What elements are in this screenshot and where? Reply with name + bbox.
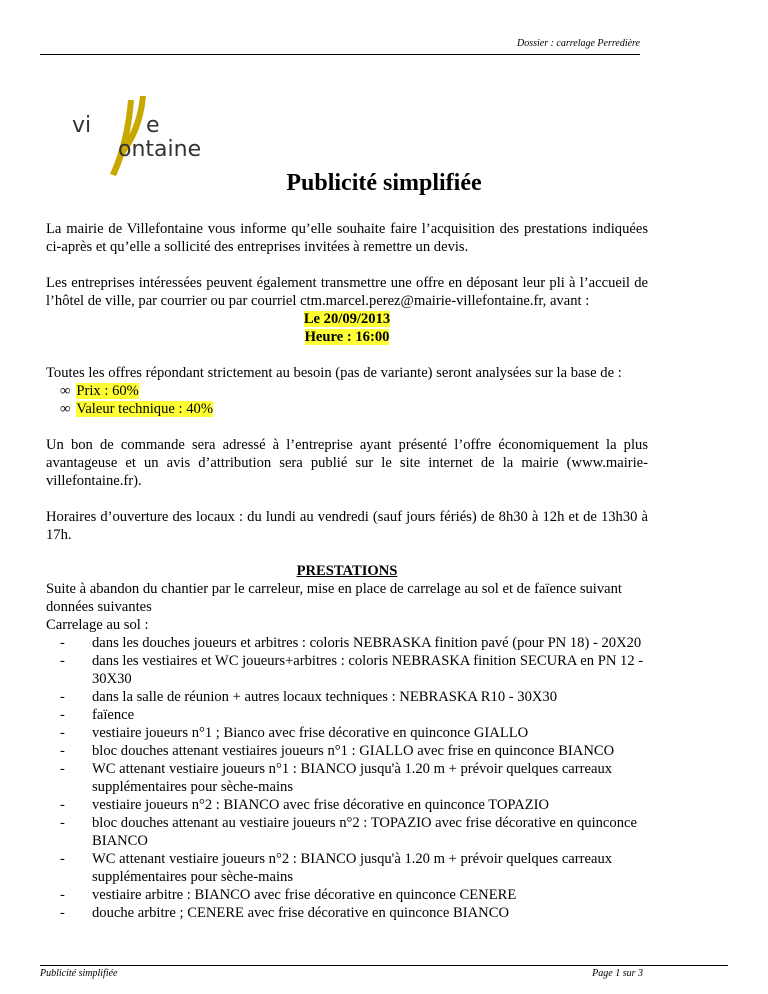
deadline-date: Le 20/09/2013	[303, 311, 391, 327]
footer-rule	[40, 965, 728, 966]
submission-paragraph: Les entreprises intéressées peuvent également transmettre une offre en déposant leur pli à l’accueil de l’hôtel de ville, par courrier ou par courriel ctm.marcel.perez@mairie-villefontaine.fr, avant :	[46, 275, 648, 309]
svg-text:vi: vi	[72, 113, 92, 138]
list-item: - dans les vestiaires et WC joueurs+arbitres : coloris NEBRASKA finition SECURA en PN 12 - 30X30	[60, 653, 644, 687]
header-rule	[40, 54, 640, 55]
list-item: - WC attenant vestiaire joueurs n°2 : BIANCO jusqu'à 1.20 m + prévoir quelques carreaux supplémentaires pour sèche-mains	[60, 851, 613, 885]
prestations-title: PRESTATIONS	[296, 563, 398, 579]
award-paragraph: Un bon de commande sera adressé à l’entreprise ayant présenté l’offre économiquement la plus avantageuse et un avis d’attribution sera publié sur le site internet de la mairie (www.mairie-villefontaine.fr).	[46, 437, 648, 489]
criteria-text: Valeur technique : 40%	[76, 401, 213, 417]
criteria-text: Prix : 60%	[76, 383, 139, 399]
list-item: - WC attenant vestiaire joueurs n°1 : BIANCO jusqu'à 1.20 m + prévoir quelques carreaux supplémentaires pour sèche-mains	[60, 761, 613, 795]
list-item: - faïence	[60, 707, 135, 723]
svg-text:e: e	[146, 113, 160, 138]
footer-title: Publicité simplifiée	[40, 968, 118, 979]
list-item: - vestiaire arbitre : BIANCO avec frise décorative en quinconce CENERE	[60, 887, 517, 903]
criteria-item	[46, 382, 648, 400]
prestations-subtitle: Carrelage au sol :	[46, 617, 149, 633]
page-title: Publicité simplifiée	[286, 170, 482, 196]
svg-text:ontaine: ontaine	[118, 137, 202, 162]
list-item: - vestiaire joueurs n°1 ; Bianco avec frise décorative en quinconce GIALLO	[60, 725, 529, 741]
villefontaine-logo	[70, 92, 210, 182]
bullet-symbol: ∞	[60, 383, 71, 399]
criteria-list	[46, 382, 648, 418]
list-item: - dans la salle de réunion + autres locaux techniques : NEBRASKA R10 - 30X30	[60, 689, 558, 705]
list-item: - bloc douches attenant au vestiaire joueurs n°2 : TOPAZIO avec frise décorative en quinconce BIANCO	[60, 815, 637, 849]
list-item: - dans les douches joueurs et arbitres : coloris NEBRASKA finition pavé (pour PN 18) - 20X20	[60, 635, 642, 651]
criteria-item	[46, 400, 648, 418]
intro-paragraph: La mairie de Villefontaine vous informe qu’elle souhaite faire l’acquisition des prestations indiquées ci-après et qu’elle a sollicité des entreprises invitées à remettre un devis.	[46, 221, 648, 255]
criteria-intro: Toutes les offres répondant strictement au besoin (pas de variante) seront analysées sur la base de :	[46, 365, 622, 381]
prestations-intro: Suite à abandon du chantier par le carreleur, mise en place de carrelage au sol et de faïence suivant données suivantes	[46, 581, 622, 615]
bullet-symbol: ∞	[60, 401, 71, 417]
deadline-time: Heure : 16:00	[304, 329, 390, 345]
hours-paragraph: Horaires d’ouverture des locaux : du lundi au vendredi (sauf jours fériés) de 8h30 à 12h et de 13h30 à 17h.	[46, 509, 648, 543]
list-item: - vestiaire joueurs n°2 : BIANCO avec frise décorative en quinconce TOPAZIO	[60, 797, 550, 813]
document-body	[46, 220, 648, 922]
prestations-list	[46, 634, 648, 922]
list-item: - bloc douches attenant vestiaires joueurs n°1 : GIALLO avec frise en quinconce BIANCO	[60, 743, 615, 759]
page-number: Page 1 sur 3	[592, 968, 643, 979]
list-item: - douche arbitre ; CENERE avec frise décorative en quinconce BIANCO	[60, 905, 509, 921]
header-dossier: Dossier : carrelage Perredière	[516, 38, 640, 49]
